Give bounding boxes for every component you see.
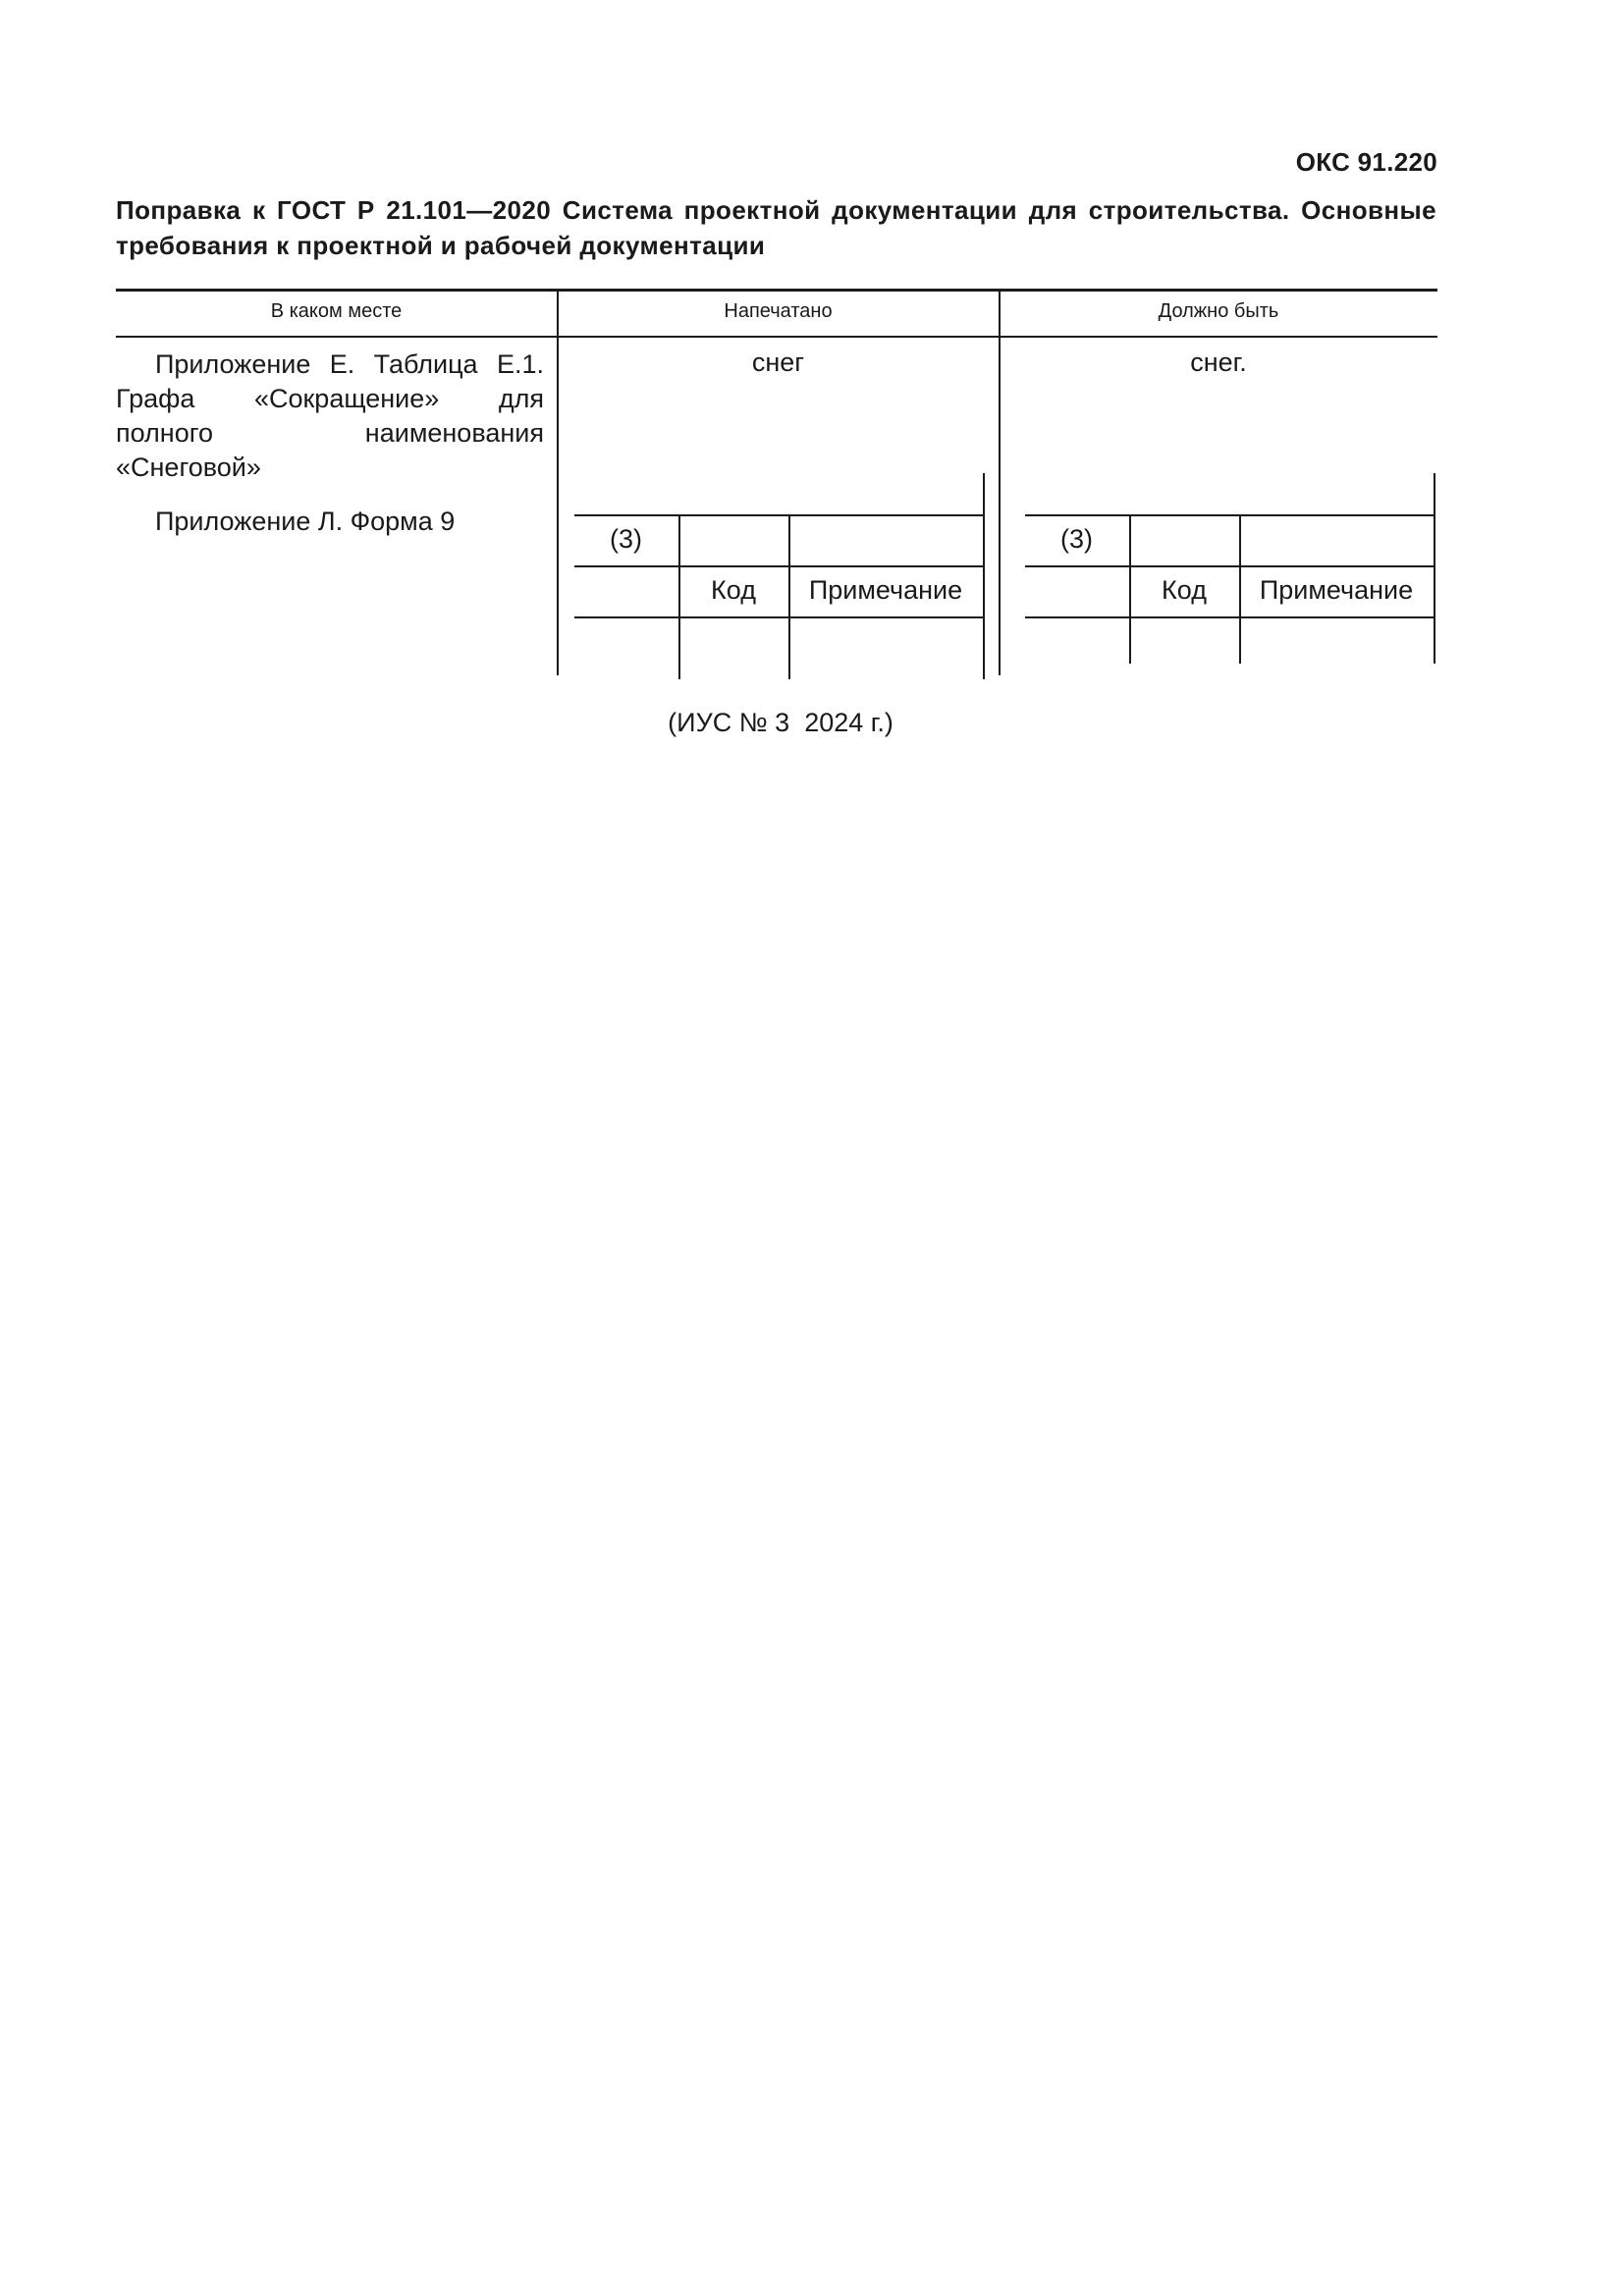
- form-line: [1025, 565, 1435, 567]
- form-number: (3): [1060, 524, 1093, 554]
- table-header-rule: [116, 336, 1437, 338]
- should-be-value: снег.: [1190, 347, 1247, 377]
- form-fragment-should-be: [1025, 473, 1447, 679]
- column-header-should-be: Должно быть: [1158, 300, 1279, 322]
- column-header-where: В каком месте: [270, 300, 403, 322]
- document-title: Поправка к ГОСТ Р 21.101—2020 Система проектной документации для строительства. Основные требования к проектной и рабочей документации: [116, 195, 1436, 260]
- form-col-note: Примечание: [1259, 575, 1414, 605]
- form-number: (3): [610, 524, 642, 554]
- form-line: [574, 616, 985, 618]
- printed-value: снег: [751, 347, 805, 377]
- where-text-1: Приложение Е. Таблица Е.1. Графа «Сокращение» для полного наименования «Снеговой»: [116, 349, 544, 482]
- form-col-note: Примечание: [808, 575, 963, 605]
- form-line: [983, 473, 985, 679]
- form-line: [1434, 473, 1435, 664]
- ius-reference: (ИУС № 3 2024 г.): [668, 708, 893, 737]
- form-line: [1025, 514, 1435, 516]
- form-col-code: Код: [711, 575, 756, 605]
- form-line: [1025, 616, 1435, 618]
- form-line: [574, 514, 985, 516]
- form-fragment-printed: [574, 473, 997, 679]
- where-text-2: Приложение Л. Форма 9: [155, 507, 456, 536]
- form-line: [574, 565, 985, 567]
- where-cell: [116, 347, 544, 539]
- oks-code: ОКС 91.220: [1295, 147, 1437, 177]
- form-col-code: Код: [1162, 575, 1207, 605]
- table-top-rule: [116, 289, 1437, 292]
- column-header-printed: Напечатано: [724, 300, 833, 322]
